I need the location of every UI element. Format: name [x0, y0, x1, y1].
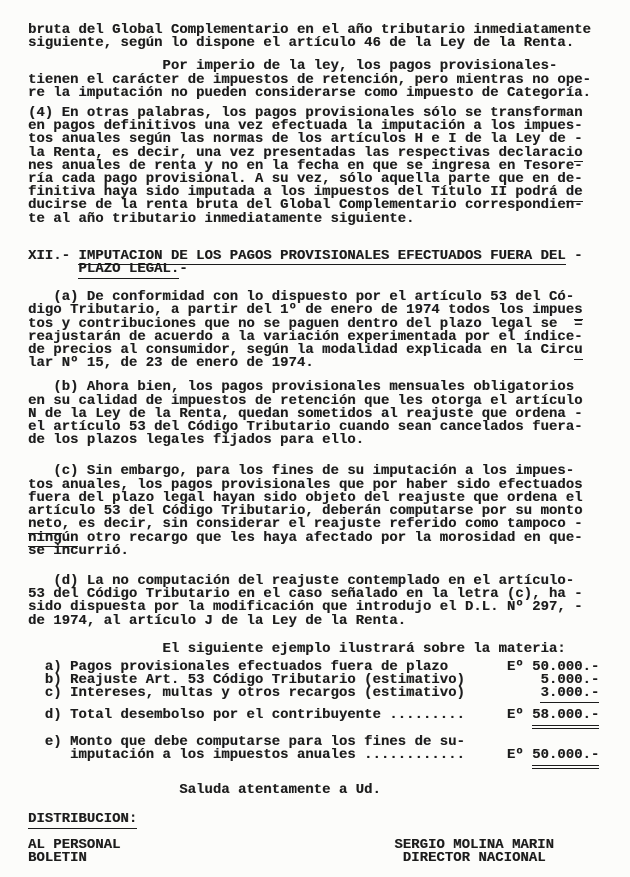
- para-c-line: fuera del plazo legal hayan sido objeto del reajuste que ordena el: [28, 489, 583, 506]
- underlined-text: PLAZO LEGAL.: [78, 261, 180, 278]
- closing-salutation-line: Saluda atentamente a Ud.: [28, 782, 381, 799]
- para-4-line: (4) En otras palabras, los pagos provisionales sólo se transforman: [28, 105, 583, 122]
- para-c-line: neto, es decir, sin considerar el reajuste referido como tampoco -: [28, 516, 583, 533]
- example-item-b-line: b) Reajuste Art. 53 Código Tributario (estimativo) 5.000.-: [28, 672, 600, 689]
- para-por-imperio-line: re la imputación no pueden considerarse como impuesto de Categoría.: [28, 84, 591, 101]
- footer-left-line: BOLETIN: [28, 849, 87, 866]
- para-4-line: te al año tributario inmediatamente siguiente.: [28, 210, 415, 227]
- underlined-text: IMPUTACION DE LOS PAGOS PROVISIONALES EFECTUADOS FUERA DEL: [78, 247, 566, 264]
- para-c-line: (c) Sin embargo, para los fines de su imputación a los impues-: [28, 463, 575, 480]
- underlined-text: o: [574, 144, 583, 161]
- para-4-line: finitiva haya sido imputada a los impuestos del Título II podrá de: [28, 184, 583, 201]
- underlined-text: neto: [28, 516, 62, 533]
- heading-xii-line: XII.- IMPUTACION DE LOS PAGOS PROVISIONALES EFECTUADOS FUERA DEL -: [28, 247, 583, 264]
- para-4-line: ducirse de la renta bruta del Global Complementario correspondien-: [28, 197, 583, 214]
- distribution-heading: [28, 813, 604, 826]
- para-4-line: en pagos definitivos una vez efectuada la imputación a los impues-: [28, 118, 583, 135]
- example-item-c: [28, 687, 604, 700]
- para-4: [28, 107, 604, 226]
- para-por-imperio-line: Por imperio de la ley, los pagos provisionales-: [28, 58, 558, 75]
- example-item-e: [28, 733, 604, 763]
- para-4-line: nes anuales de renta y no en la fecha en que se ingresa en Tesore-: [28, 157, 583, 174]
- closing-salutation: [28, 784, 604, 797]
- para-d-line: (d) La no computación del reajuste contemplado en el artículo-: [28, 572, 575, 589]
- para-b-line: el artículo 53 del Código Tributario cuando sean cancelados fuera-: [28, 419, 583, 436]
- para-c-line: ningún otro recargo que les haya afectado por la morosidad en que-: [28, 529, 583, 546]
- example-item-d: [28, 706, 604, 723]
- para-b-line: en su calidad de impuestos de retención que les otorga el artículo: [28, 392, 583, 409]
- example-intro: [28, 640, 604, 657]
- para-a-line: lar Nº 15, de 23 de enero de 1974.: [28, 355, 314, 372]
- underlined-text: ningún: [28, 529, 79, 546]
- footer-right: [394, 836, 554, 866]
- para-a-line: (a) De conformidad con lo dispuesto por el artículo 53 del Có-: [28, 289, 575, 306]
- para-a-line: de precios al consumidor, según la modalidad explicada en la Circu: [28, 342, 583, 359]
- para-a-line: digo Tributario, a partir del 1º de enero de 1974 todos los impues: [28, 302, 583, 319]
- underlined-text: s: [574, 302, 583, 319]
- para-por-imperio-line: tienen el carácter de impuestos de retención, pero mientras no ope-: [28, 71, 591, 88]
- underlined-text: DISTRIBUCION:: [28, 811, 138, 828]
- para-continuation: [28, 24, 604, 50]
- footer-right-line: DIRECTOR NACIONAL: [402, 849, 546, 866]
- para-d-line: sido dispuesta por la modificación que introdujo el D.L. Nº 297, -: [28, 599, 583, 616]
- para-b: [28, 381, 604, 447]
- para-a: [28, 291, 604, 370]
- para-a-line: reajustarán de acuerdo a la variación experimentada por el índice-: [28, 328, 583, 345]
- para-b-line: de los plazos legales fijados para ello.: [28, 432, 365, 449]
- para-d-line: 53 del Código Tributario en el caso señalado en la letra (c), ha -: [28, 586, 583, 603]
- example-item-d-line: d) Total desembolso por el contribuyente ......... Eº 58.000.-: [28, 709, 604, 722]
- underlined-text: u: [574, 342, 583, 359]
- para-c-line: se incurrió.: [28, 542, 129, 559]
- heading-xii: [28, 247, 604, 278]
- para-b-line: N de la Ley de la Renta, quedan sometidos al reajuste que ordena -: [28, 405, 583, 422]
- para-4-line: ría cada pago provisional. A su vez, sólo aquella parte que en de-: [28, 171, 583, 188]
- example-item-c-line: c) Intereses, multas y otros recargos (estimativo) 3.000.-: [28, 685, 600, 702]
- para-continuation-line: bruta del Global Complementario en el año tributario inmediatamente: [28, 22, 591, 38]
- para-4-line: tos anuales según las normas de los artículos H e I de la Ley de -: [28, 131, 583, 148]
- para-continuation-line: siguiente, según lo dispone el artículo 46 de la Ley de la Renta.: [28, 35, 575, 52]
- underlined-text: 3.000.-: [540, 685, 600, 702]
- para-d-line: de 1974, al artículo J de la Ley de la Renta.: [28, 612, 407, 629]
- para-por-imperio: [28, 60, 604, 100]
- para-c-line: artículo 53 del Código Tributario, deberán computarse por su monto: [28, 503, 583, 520]
- example-item-a-line: a) Pagos provisionales efectuados fuera de plazo Eº 50.000.-: [28, 658, 600, 675]
- example-item-e-line: imputación a los impuestos anuales ............ Eº 50.000.-: [28, 749, 604, 762]
- underlined-text: 58.000.-: [532, 707, 599, 729]
- footer-right-line: SERGIO MOLINA MARIN: [394, 836, 554, 853]
- para-d: [28, 572, 604, 629]
- footer-left: [28, 836, 121, 866]
- para-b-line: (b) Ahora bien, los pagos provisionales mensuales obligatorios: [28, 379, 575, 396]
- para-4-line: la Renta, es decir, una vez presentadas las respectivas declaracio: [28, 144, 583, 161]
- underlined-text: 50.000.-: [532, 747, 599, 769]
- distribution-heading-line: [28, 813, 604, 826]
- footer-left-line: AL PERSONAL: [28, 836, 121, 853]
- para-a-line: tos y contribuciones que no se paguen dentro del plazo legal se =: [28, 315, 583, 332]
- example-intro-line: El siguiente ejemplo ilustrará sobre la materia:: [28, 640, 566, 657]
- footer: [28, 836, 604, 866]
- para-c: [28, 465, 604, 557]
- underlined-text: de: [565, 184, 583, 201]
- heading-xii-line: PLAZO LEGAL.-: [78, 261, 188, 278]
- example-item-e-line: e) Monto que debe computarse para los fines de su-: [28, 733, 465, 750]
- para-c-line: tos anuales, los pagos provisionales que por haber sido efectuados: [28, 476, 583, 493]
